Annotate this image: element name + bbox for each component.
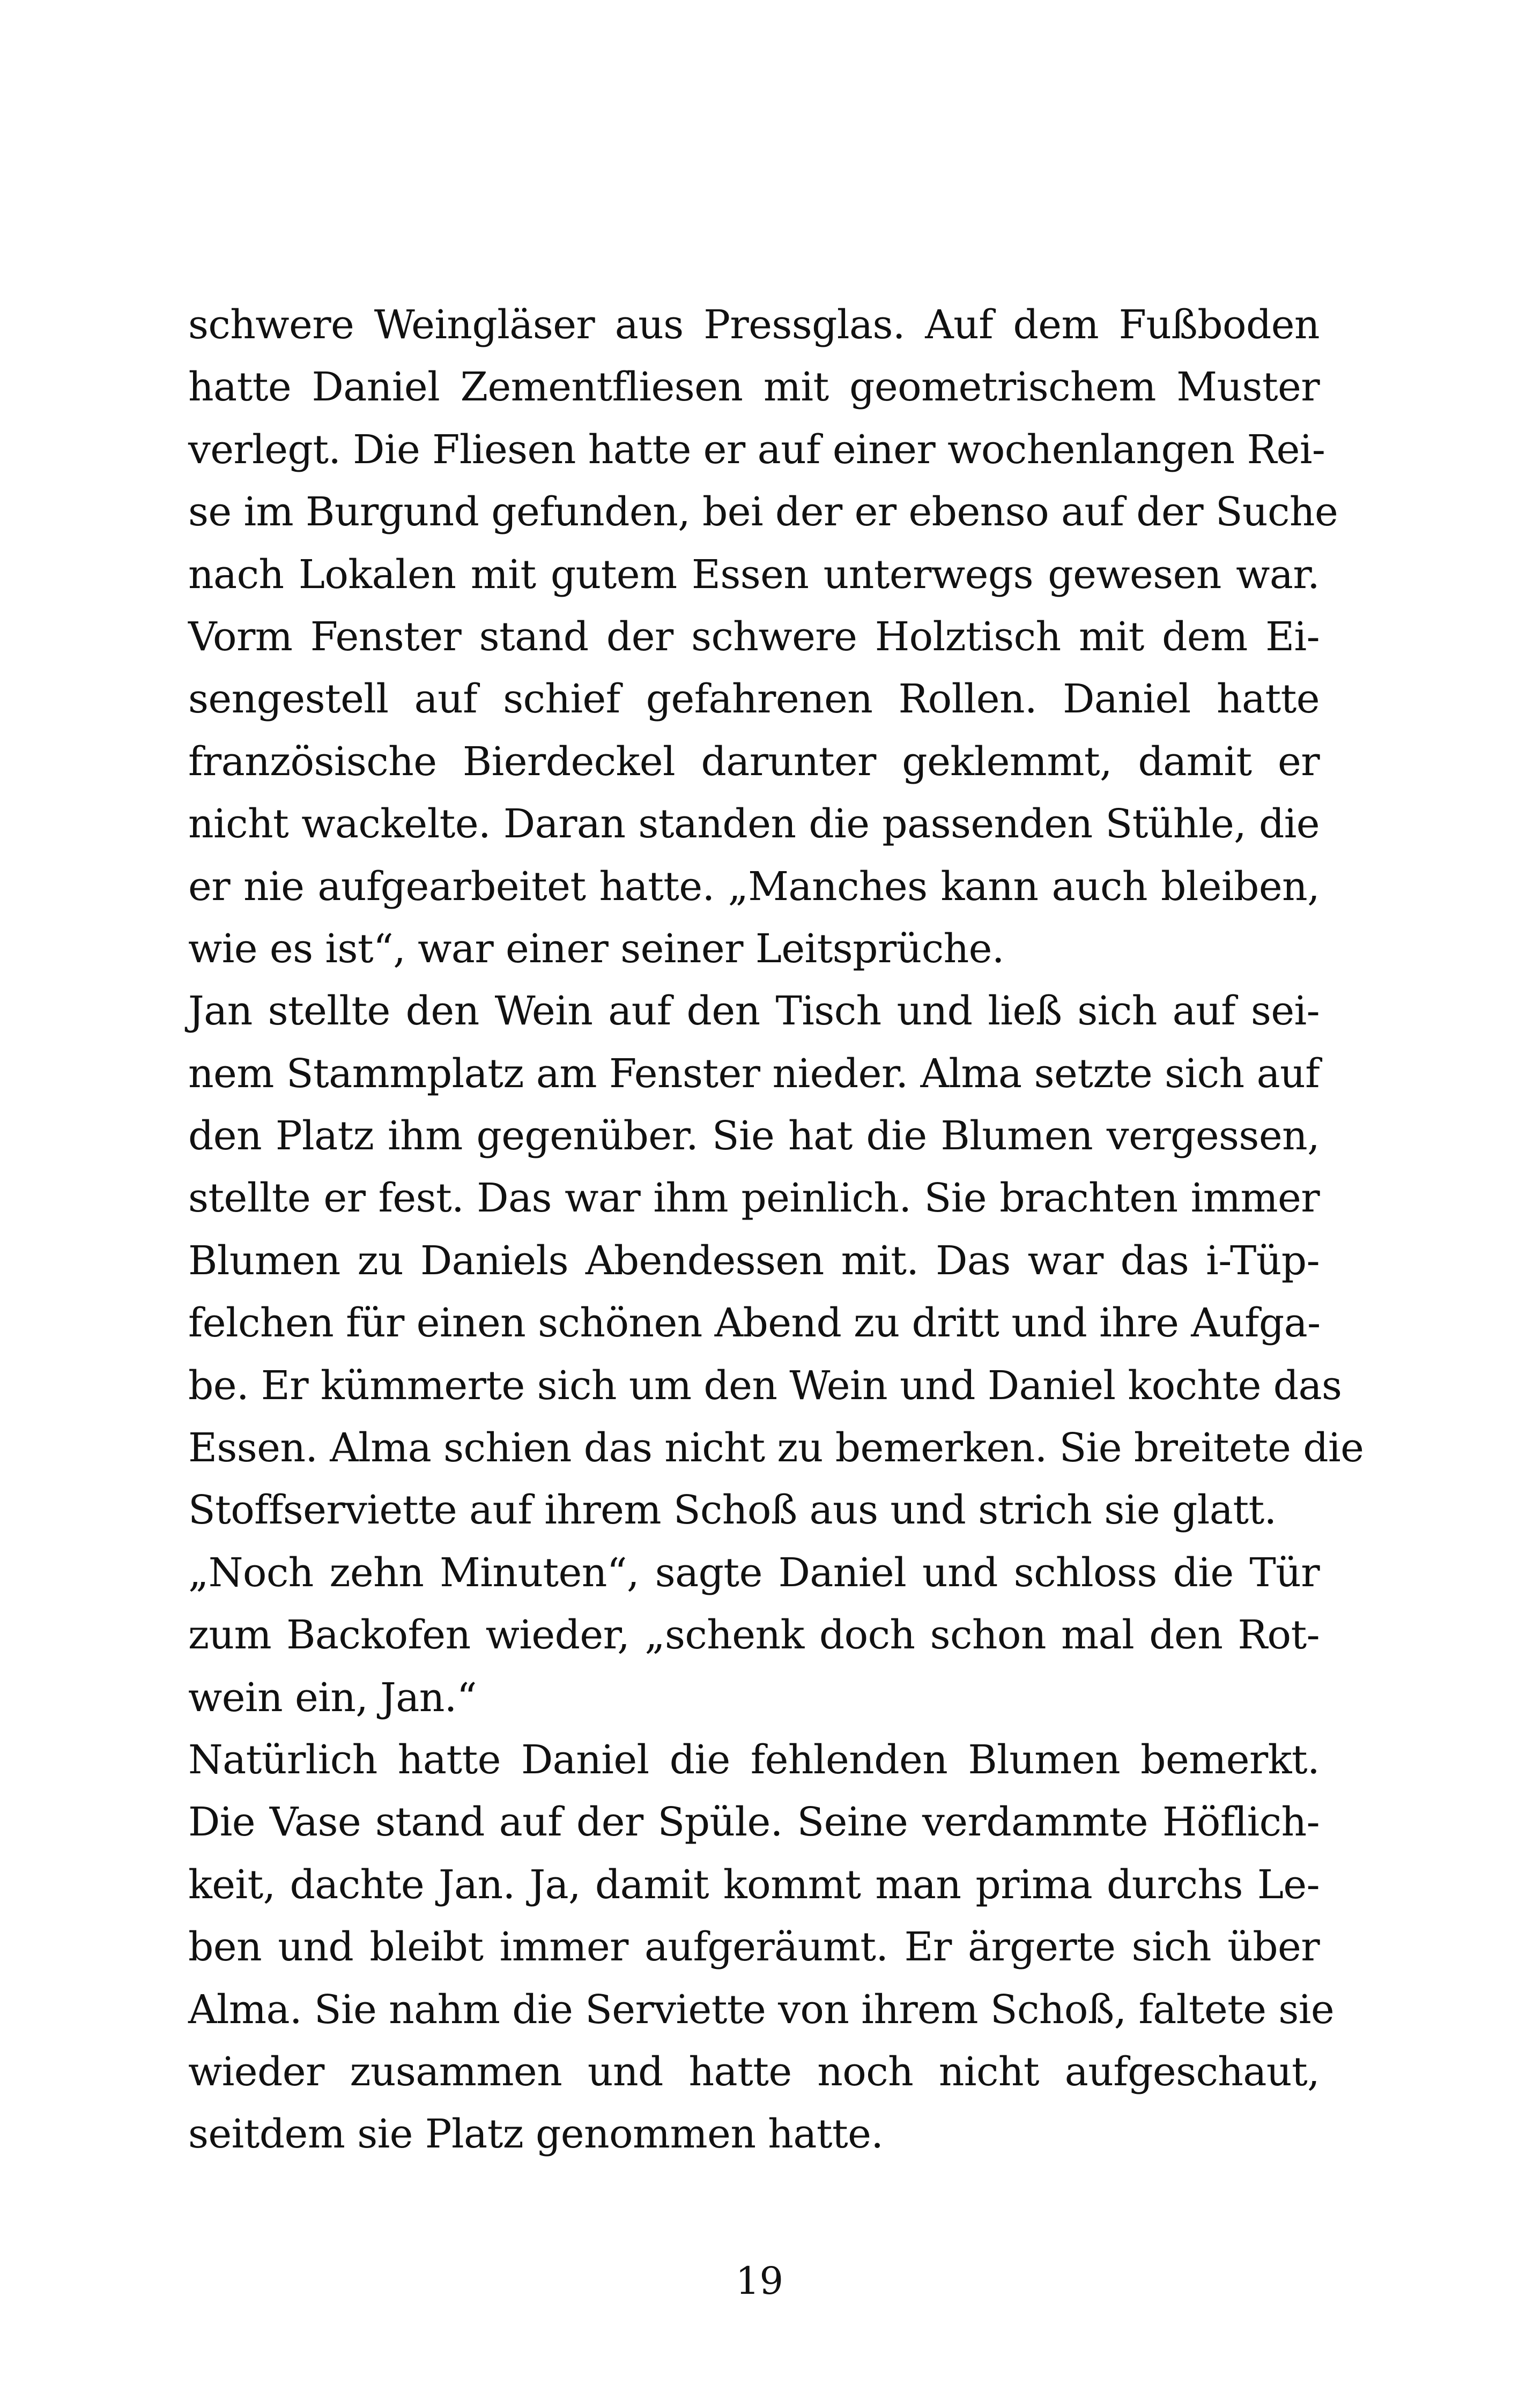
page-number: 19	[735, 2259, 784, 2303]
text-line: wie es ist“, war einer seiner Leitsprüche.	[188, 925, 1004, 972]
text-line: seitdem sie Platz genommen hatte.	[188, 2111, 884, 2158]
text-line: se im Burgund gefunden, bei der er ebenso auf der Suche	[188, 489, 1338, 536]
text-line: er nie aufgearbeitet hatte. „Manches kann auch bleiben,	[188, 863, 1320, 910]
text-line: Alma. Sie nahm die Serviette von ihrem Schoß, faltete sie	[188, 1986, 1335, 2033]
text-line: verlegt. Die Fliesen hatte er auf einer wochenlangen Rei-	[188, 426, 1325, 473]
text-line: Essen. Alma schien das nicht zu bemerken. Sie breitete die	[188, 1425, 1364, 1471]
text-line: keit, dachte Jan. Ja, damit kommt man prima durchs Le-	[188, 1861, 1320, 1908]
text-line: zum Backofen wieder, „schenk doch schon mal den Rot-	[188, 1612, 1320, 1659]
paragraph-4	[188, 1729, 1335, 2166]
text-line: wieder zusammen und hatte noch nicht aufgeschaut,	[188, 2048, 1320, 2095]
text-line: be. Er kümmerte sich um den Wein und Daniel kochte das	[188, 1362, 1342, 1409]
text-line: „Noch zehn Minuten“, sagte Daniel und schloss die Tür	[188, 1549, 1320, 1596]
paragraph-3	[188, 1542, 1320, 1729]
text-line: schwere Weingläser aus Pressglas. Auf dem Fußboden	[188, 302, 1320, 348]
body-text	[188, 294, 1364, 2166]
text-line: nem Stammplatz am Fenster nieder. Alma setzte sich auf	[188, 1050, 1320, 1097]
text-line: wein ein, Jan.“	[188, 1674, 477, 1721]
text-line: den Platz ihm gegenüber. Sie hat die Blumen vergessen,	[188, 1113, 1320, 1160]
text-line: ben und bleibt immer aufgeräumt. Er ärgerte sich über	[188, 1924, 1320, 1971]
text-line: stellte er fest. Das war ihm peinlich. Sie brachten immer	[188, 1175, 1320, 1222]
text-line: Jan stellte den Wein auf den Tisch und ließ sich auf sei-	[188, 988, 1320, 1035]
text-line: Natürlich hatte Daniel die fehlenden Blumen bemerkt.	[188, 1736, 1320, 1783]
text-line: nicht wackelte. Daran standen die passenden Stühle, die	[188, 801, 1320, 848]
text-line: hatte Daniel Zementfliesen mit geometrischem Muster	[188, 364, 1320, 411]
text-line: Stoffserviette auf ihrem Schoß aus und strich sie glatt.	[188, 1487, 1277, 1534]
text-line: französische Bierdeckel darunter geklemmt, damit er	[188, 738, 1320, 785]
text-line: Vorm Fenster stand der schwere Holztisch mit dem Ei-	[188, 613, 1320, 660]
text-line: felchen für einen schönen Abend zu dritt und ihre Aufga-	[188, 1300, 1321, 1347]
text-line: sengestell auf schief gefahrenen Rollen. Daniel hatte	[188, 676, 1320, 723]
paragraph-2	[188, 980, 1364, 1542]
text-line: nach Lokalen mit gutem Essen unterwegs gewesen war.	[188, 551, 1320, 598]
text-line: Die Vase stand auf der Spüle. Seine verdammte Höflich-	[188, 1799, 1320, 1846]
paragraph-1	[188, 294, 1338, 980]
text-line: Blumen zu Daniels Abendessen mit. Das war das i-Tüp-	[188, 1237, 1320, 1284]
